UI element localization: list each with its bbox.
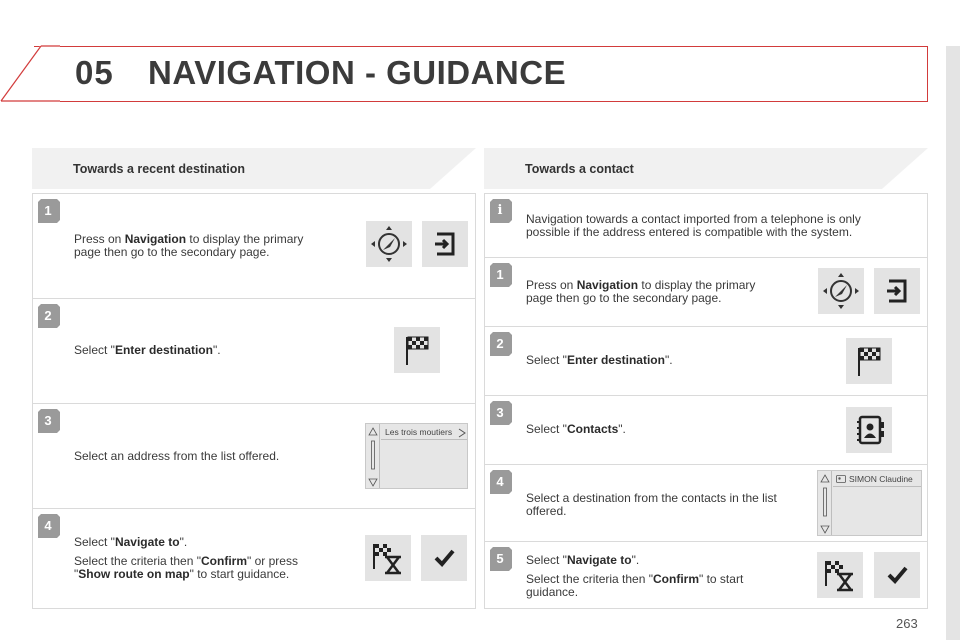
step-3 [32,403,476,509]
step-3 [484,395,928,465]
step-4 [484,464,928,542]
section-heading-text: Towards a recent destination [73,162,246,176]
recent-destination-section [32,148,476,609]
header-corner-cut [0,44,60,104]
contact-card-icon [836,475,846,483]
list-item[interactable]: Les trois moutiers [381,424,467,440]
info-note [484,193,928,258]
navigation-button[interactable] [366,221,412,267]
navigation-compass-icon [366,221,412,267]
checkmark-icon [421,535,467,581]
step-badge: 4 [490,470,512,494]
step-text: Select an address from the list offered. [74,449,280,463]
step-5 [484,541,928,609]
list-item[interactable]: SIMON Claudine [833,471,921,487]
step-4 [32,508,476,609]
contacts-book-icon [846,407,892,453]
step-text: Select a destination from the contacts in the list offered. [526,491,777,518]
confirm-button[interactable] [421,535,467,581]
checkered-flag-icon [846,338,892,384]
scroll-arrows-icon [820,474,830,534]
section-heading [32,148,476,189]
enter-destination-button[interactable] [846,338,892,384]
step-badge: 2 [38,304,60,328]
step-2 [484,326,928,396]
page-number: 263 [896,616,918,631]
step-text: Select "Contacts". [526,422,626,436]
section-heading [484,148,928,189]
contacts-list-screen[interactable] [817,470,922,536]
step-badge: 2 [490,332,512,356]
step-badge: 3 [38,409,60,433]
page-side-bar [946,46,960,640]
section-heading-text: Towards a contact [525,162,634,176]
confirm-button[interactable] [874,552,920,598]
navigation-button[interactable] [818,268,864,314]
step-badge: 4 [38,514,60,538]
contacts-button[interactable] [846,407,892,453]
step-badge: 1 [490,263,512,287]
step-badge: 1 [38,199,60,223]
chevron-right-icon [458,428,466,438]
step-text: Press on Navigation to display the primary page then go to the secondary page. [74,232,304,259]
secondary-page-icon [874,268,920,314]
chapter-title: NAVIGATION - GUIDANCE [148,54,567,91]
scroll-arrows-icon [368,427,378,487]
info-text: Navigation towards a contact imported from a telephone is only possible if the address entered is compatible with the system. [526,212,861,239]
checkmark-icon [874,552,920,598]
checkered-flag-icon [394,327,440,373]
navigate-to-button[interactable] [365,535,411,581]
step-text: Press on Navigation to display the primary page then go to the secondary page. [526,278,756,305]
secondary-page-button[interactable] [422,221,468,267]
navigation-compass-icon [818,268,864,314]
step-text: Select "Enter destination". [526,353,673,367]
step-badge: 5 [490,547,512,571]
secondary-page-button[interactable] [874,268,920,314]
flag-hourglass-icon [365,535,411,581]
enter-destination-button[interactable] [394,327,440,373]
info-badge: i [490,199,512,223]
secondary-page-icon [422,221,468,267]
step-text: Select "Navigate to". Select the criteria then "Confirm" or press "Show route on map" to start guidance. [74,535,298,581]
address-list-screen[interactable] [365,423,468,489]
step-1 [484,257,928,327]
step-text: Select "Navigate to". Select the criteria then "Confirm" to start guidance. [526,553,744,599]
chapter-number: 05 [75,54,114,91]
flag-hourglass-icon [817,552,863,598]
contact-section [484,148,928,609]
step-2 [32,298,476,404]
step-1 [32,193,476,299]
step-badge: 3 [490,401,512,425]
navigate-to-button[interactable] [817,552,863,598]
step-text: Select "Enter destination". [74,343,221,357]
